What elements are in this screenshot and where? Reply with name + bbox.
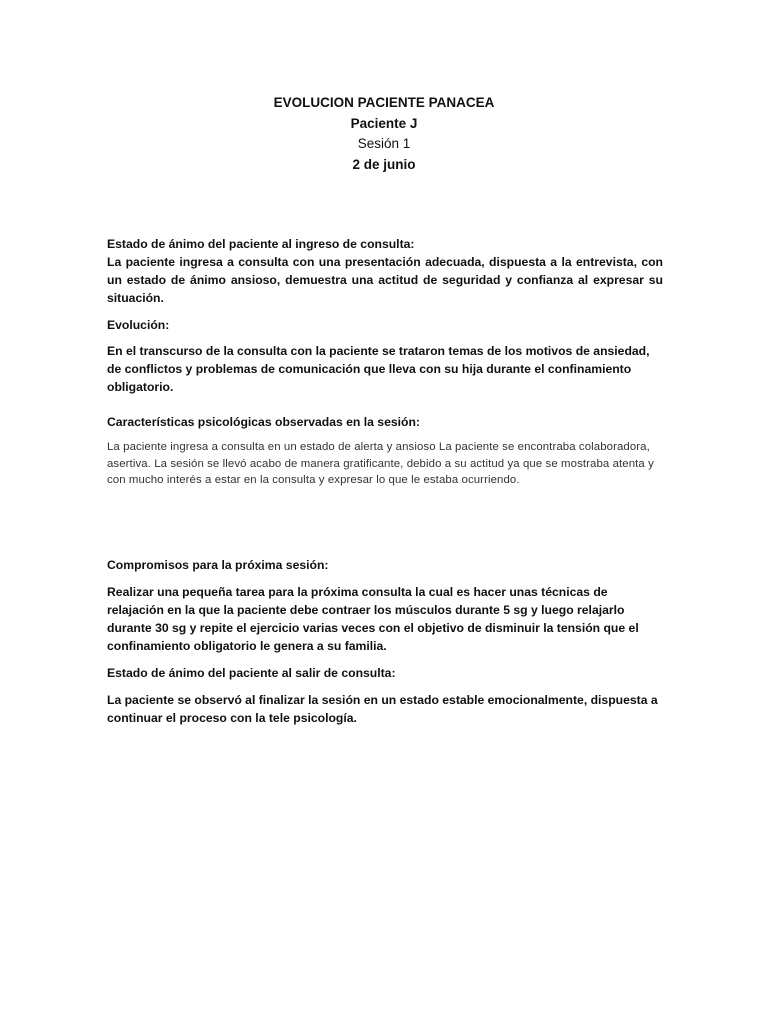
section-heading: Características psicológicas observadas en la sesión: [107, 415, 420, 429]
section-heading: Evolución: [107, 318, 170, 332]
section-text: La paciente ingresa a consulta en un estado de alerta y ansioso La paciente se encontraba colaboradora, asertiva. La sesión se llevó acabo de manera gratificante, debido a su actitud ya que se mostraba atenta y con mucho interés a estar en la consulta y expresar lo que le estaba ocurriendo. [107, 441, 654, 486]
section-estado-salida [107, 664, 663, 727]
section-text: Realizar una pequeña tarea para la próxima consulta la cual es hacer unas técnicas de relajación en la que la paciente debe contraer los músculos durante 5 sg y luego relajarlo durante 30 sg y repite el ejercicio varias veces con el objetivo de disminuir la tensión que el confinamiento obligatorio le genera a su familia. [107, 585, 639, 653]
section-text: La paciente se observó al finalizar la sesión en un estado estable emocionalmente, dispuesta a continuar el proceso con la tele psicología. [107, 693, 658, 725]
document-header [0, 93, 768, 175]
section-compromisos [107, 556, 663, 655]
section-heading: Estado de ánimo del paciente al salir de consulta: [107, 666, 396, 680]
session-date: 2 de junio [352, 156, 416, 172]
section-caracteristicas [107, 413, 663, 489]
section-heading: Compromisos para la próxima sesión: [107, 558, 329, 572]
section-estado-ingreso [107, 235, 663, 307]
section-text: La paciente ingresa a consulta con una presentación adecuada, dispuesta a la entrevista, con un estado de ánimo ansioso, demuestra una actitud de seguridad y confianza al expresar su situación. [107, 255, 663, 305]
section-heading: Estado de ánimo del paciente al ingreso de consulta: [107, 237, 415, 251]
session-number: Sesión 1 [357, 136, 411, 151]
document-title: EVOLUCION PACIENTE PANACEA [273, 95, 495, 110]
patient-name: Paciente J [350, 115, 418, 131]
section-evolucion [107, 316, 663, 396]
section-text: En el transcurso de la consulta con la paciente se trataron temas de los motivos de ansiedad, de conflictos y problemas de comunicación que lleva con su hija durante el confinamiento obligatorio. [107, 344, 650, 394]
